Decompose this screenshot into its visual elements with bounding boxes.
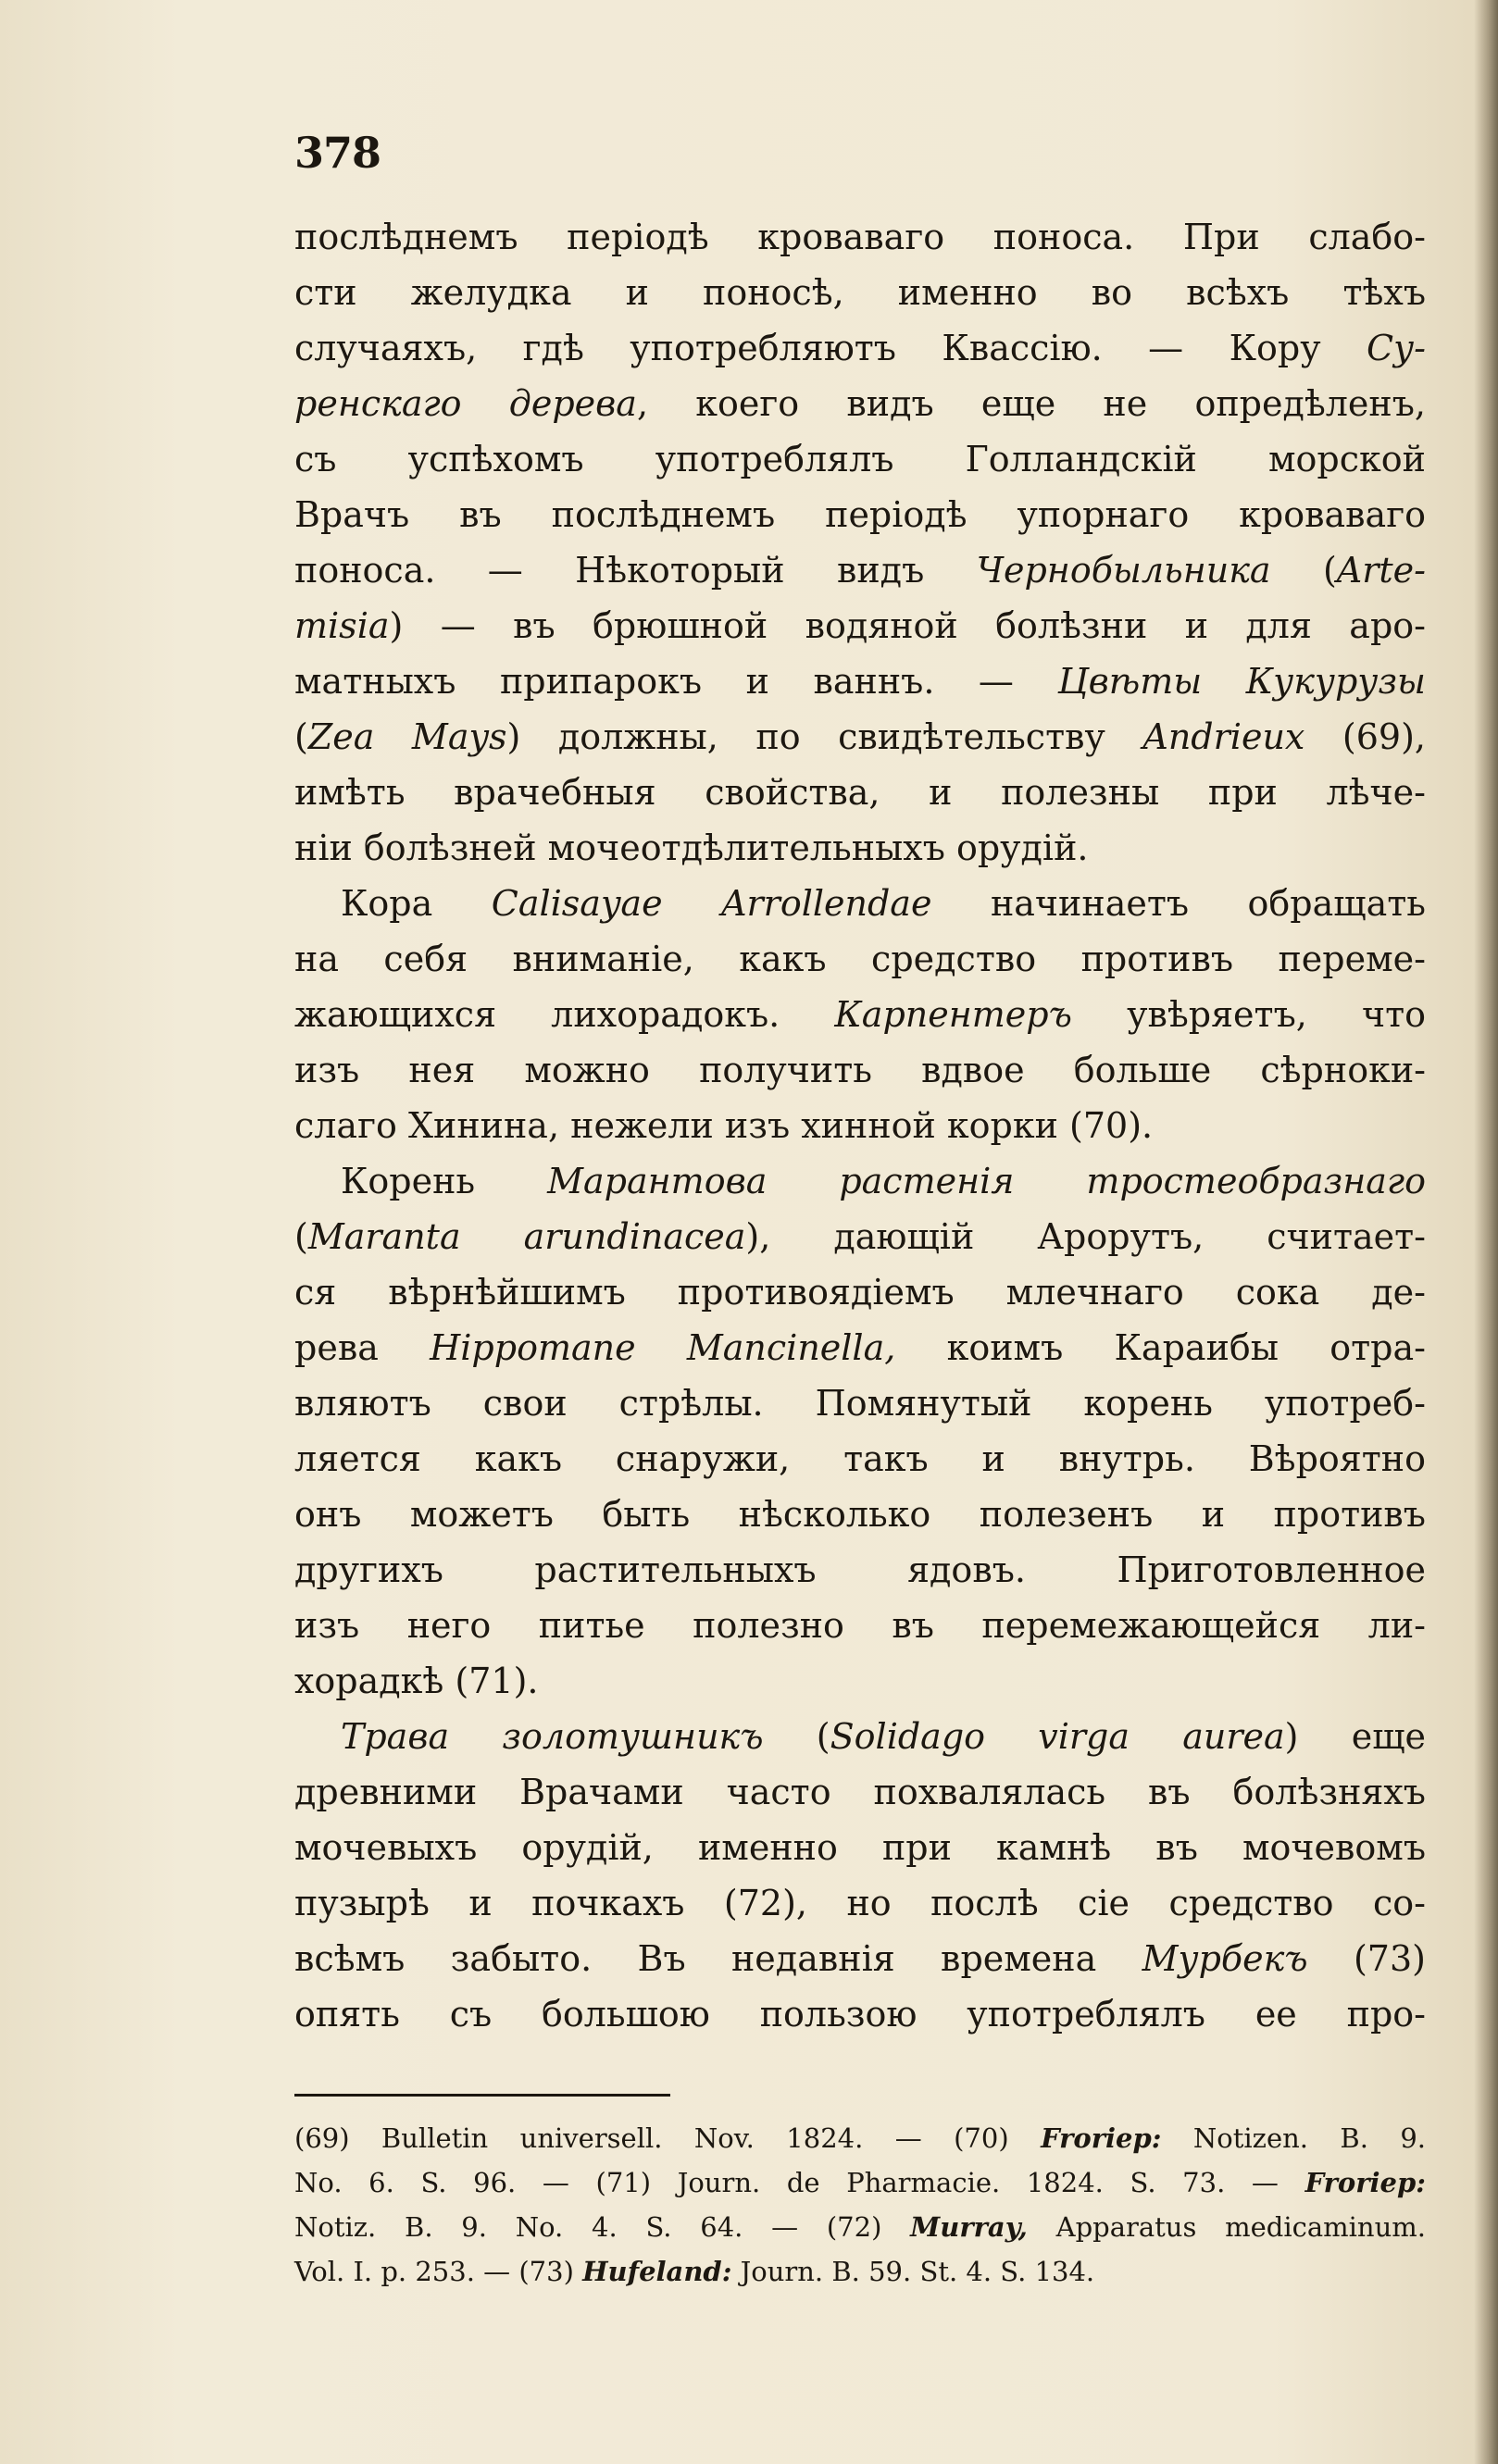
- body-line: [294, 542, 1426, 598]
- text-segment: No. 6. S. 96. — (71) Journ. de Pharmacie. 1824. S. 73. —: [294, 2167, 1305, 2198]
- text-segment: начинаетъ обращать: [931, 883, 1426, 924]
- italic-text: misia: [294, 605, 390, 646]
- body-line: [294, 1264, 1426, 1320]
- italic-text: Froriep:: [1041, 2122, 1162, 2154]
- body-line: [294, 1542, 1426, 1598]
- text-segment: вляютъ свои стрѣлы. Помянутый корень употреб-: [294, 1383, 1426, 1424]
- footnotes: [294, 2116, 1426, 2294]
- text-segment: послѣднемъ періодѣ кроваваго поноса. При слабо-: [294, 217, 1426, 257]
- body-line: [294, 709, 1426, 765]
- italic-text: Марантова растенія тростеобразнаго: [547, 1161, 1426, 1201]
- italic-text: Calisayae Arrollendae: [491, 883, 932, 924]
- italic-text: Murray,: [910, 2211, 1028, 2243]
- text-segment: ся вѣрнѣйшимъ противоядіемъ млечнаго сока де-: [294, 1272, 1426, 1313]
- body-line: [294, 1098, 1426, 1153]
- body-line: [294, 598, 1426, 653]
- italic-text: Maranta arundinacea: [307, 1216, 746, 1257]
- text-segment: Vol. I. p. 253. — (73): [294, 2256, 583, 2287]
- footnote-line: [294, 2249, 1426, 2294]
- italic-text: Чернобыльника: [976, 550, 1271, 591]
- text-segment: жающихся лихорадокъ.: [294, 994, 835, 1035]
- italic-text: Цвѣты Кукурузы: [1057, 661, 1427, 702]
- italic-text: Hufeland:: [582, 2256, 732, 2287]
- italic-text: Froriep:: [1305, 2167, 1426, 2198]
- text-segment: (69),: [1305, 716, 1426, 757]
- body-line: [294, 265, 1426, 320]
- text-segment: случаяхъ, гдѣ употребляютъ Квассію. — Кору: [294, 328, 1367, 368]
- body-line: [294, 1320, 1426, 1375]
- text-segment: слаго Хинина, нежели изъ хинной корки (70).: [294, 1105, 1154, 1146]
- text-segment: ), дающій Арорутъ, считает-: [745, 1216, 1426, 1257]
- text-segment: (: [294, 1216, 308, 1257]
- body-line: [294, 376, 1426, 431]
- text-segment: хорадкѣ (71).: [294, 1661, 539, 1701]
- italic-text: Трава золотушникъ: [341, 1716, 764, 1757]
- footnote-line: [294, 2116, 1426, 2160]
- text-segment: (: [763, 1716, 830, 1757]
- text-segment: Notizen. B. 9.: [1161, 2122, 1427, 2154]
- text-segment: ніи болѣзней мочеотдѣлительныхъ орудій.: [294, 828, 1089, 868]
- text-segment: изъ него питье полезно въ перемежающейся ли-: [294, 1605, 1426, 1646]
- body-line: [294, 1653, 1426, 1709]
- italic-text: Solidago virga aurea: [830, 1716, 1285, 1757]
- text-segment: , коего видъ еще не опредѣленъ,: [636, 383, 1426, 424]
- body-line: [294, 1153, 1426, 1209]
- text-segment: рева: [294, 1327, 431, 1368]
- body-line: [294, 431, 1426, 487]
- text-segment: Врачъ въ послѣднемъ періодѣ упорнаго кроваваго: [294, 494, 1426, 535]
- body-line: [294, 987, 1426, 1042]
- text-segment: Apparatus medicaminum.: [1027, 2211, 1426, 2243]
- body-text: [294, 209, 1426, 2042]
- italic-text: Andrieux: [1142, 716, 1305, 757]
- italic-text: Zea Mays: [307, 716, 507, 757]
- page-spine-shadow: [1474, 0, 1498, 2464]
- text-segment: съ успѣхомъ употреблялъ Голландскій морской: [294, 439, 1426, 479]
- text-segment: ) должны, по свидѣтельству: [506, 716, 1143, 757]
- body-line: [294, 653, 1426, 709]
- text-segment: увѣряетъ, что: [1071, 994, 1426, 1035]
- text-segment: другихъ растительныхъ ядовъ. Приготовленное: [294, 1549, 1426, 1590]
- body-line: [294, 209, 1426, 265]
- body-line: [294, 1986, 1426, 2042]
- italic-text: Мурбекъ: [1142, 1938, 1308, 1979]
- text-segment: изъ нея можно получить вдвое больше сѣрноки-: [294, 1050, 1426, 1090]
- footnote-rule: [294, 2094, 670, 2097]
- text-segment: мочевыхъ орудій, именно при камнѣ въ мочевомъ: [294, 1827, 1426, 1868]
- body-line: [294, 1375, 1426, 1431]
- body-line: [294, 1431, 1426, 1487]
- text-segment: имѣть врачебныя свойства, и полезны при лѣче-: [294, 772, 1426, 813]
- text-segment: ) — въ брюшной водяной болѣзни и для аро-: [389, 605, 1426, 646]
- text-segment: Journ. B. 59. St. 4. S. 134.: [731, 2256, 1095, 2287]
- body-line: [294, 487, 1426, 542]
- body-line: [294, 876, 1426, 931]
- body-line: [294, 1709, 1426, 1764]
- body-line: [294, 1875, 1426, 1931]
- text-segment: ляется какъ снаружи, такъ и внутрь. Вѣроятно: [294, 1438, 1426, 1479]
- text-segment: (: [1270, 550, 1337, 591]
- text-segment: (69) Bulletin universell. Nov. 1824. — (70): [294, 2122, 1042, 2154]
- text-segment: ) еще: [1284, 1716, 1427, 1757]
- text-segment: (: [294, 716, 308, 757]
- body-line: [294, 765, 1426, 820]
- text-segment: онъ можетъ быть нѣсколько полезенъ и противъ: [294, 1494, 1426, 1535]
- body-line: [294, 1209, 1426, 1264]
- body-line: [294, 1598, 1426, 1653]
- text-segment: Корень: [341, 1161, 548, 1201]
- italic-text: ренскаго дерева: [294, 383, 637, 424]
- italic-text: Hippomane Mancinella,: [430, 1327, 896, 1368]
- text-segment: древними Врачами часто похвалялась въ болѣзняхъ: [294, 1772, 1426, 1812]
- text-segment: поноса. — Нѣкоторый видъ: [294, 550, 977, 591]
- text-segment: сти желудка и поносѣ, именно во всѣхъ тѣхъ: [294, 272, 1426, 313]
- text-segment: опять съ большою пользою употреблялъ ее про-: [294, 1994, 1426, 2035]
- text-segment: пузырѣ и почкахъ (72), но послѣ сіе средство со-: [294, 1883, 1426, 1923]
- text-segment: Кора: [341, 883, 492, 924]
- italic-text: Су-: [1367, 328, 1426, 368]
- body-line: [294, 1931, 1426, 1986]
- italic-text: Arte-: [1336, 550, 1426, 591]
- footnote-line: [294, 2160, 1426, 2205]
- italic-text: Карпентеръ: [834, 994, 1072, 1035]
- body-line: [294, 1487, 1426, 1542]
- body-line: [294, 1820, 1426, 1875]
- page-number: 378: [294, 128, 381, 178]
- body-line: [294, 1764, 1426, 1820]
- text-segment: коимъ Караибы отра-: [895, 1327, 1426, 1368]
- footnote-line: [294, 2205, 1426, 2249]
- text-segment: на себя вниманіе, какъ средство противъ переме-: [294, 939, 1426, 979]
- body-line: [294, 1042, 1426, 1098]
- text-segment: всѣмъ забыто. Въ недавнія времена: [294, 1938, 1142, 1979]
- body-line: [294, 820, 1426, 876]
- text-segment: Notiz. B. 9. No. 4. S. 64. — (72): [294, 2211, 911, 2243]
- text-segment: (73): [1307, 1938, 1426, 1979]
- body-line: [294, 931, 1426, 987]
- text-segment: матныхъ припарокъ и ваннъ. —: [294, 661, 1058, 702]
- body-line: [294, 320, 1426, 376]
